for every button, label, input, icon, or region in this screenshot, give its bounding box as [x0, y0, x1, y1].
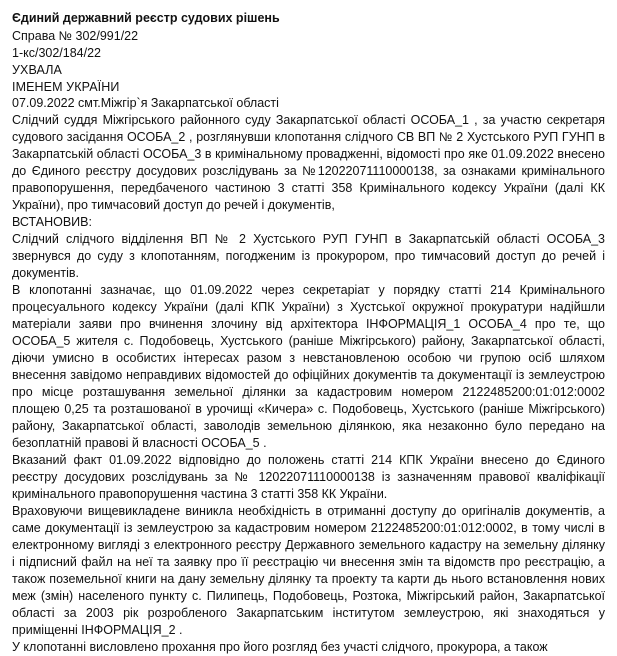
paragraph-registry-entry: Вказаний факт 01.09.2022 відповідно до положень статті 214 КПК України внесено до Єдиного реєстру досудових розслідувань за № 12022071110000138 із зазначенням правової кваліфікації кримінального правопорушення частина 3 статті 358 КК України.	[12, 453, 605, 502]
date-and-place: 07.09.2022 смт.Міжгір`я Закарпатської області	[12, 96, 279, 111]
paragraph-established-heading: ВСТАНОВИВ:	[12, 215, 92, 230]
paragraph-motion-details: В клопотанні зазначає, що 01.09.2022 через секретаріат у порядку статті 214 Кримінального процесуального кодексу України (далі КПК України) з Хустської окружної прокуратури надійшли матеріали заяви про вчинення злочину від архітектора ІНФОРМАЦІЯ_1 ОСОБА_4 про те, що ОСОБА_5 жителя с. Подобовець, Хустського (раніше Міжгірського) району, Закарпатської області, діючи умисно в особистих інтересах разом з невстановленою особою чи групою осіб шляхом внесення завідомо неправдивих відомостей до офіційних документів та документації із землеустрою про місце розташування земельної ділянки за кадастровим номером 2122485200:01:012:0002 площею 0,25 та розташованої в урочищі «Кичера» с. Подобовець, Хустського (раніше Міжгірського) району, Закарпатської області, заволодів земельною ділянкою, яка незаконно було передано на безоплатній правові й власності ОСОБА_5 .	[12, 283, 605, 451]
proceeding-number: 1-кс/302/184/22	[12, 45, 102, 60]
in-name-of-ukraine: ІМЕНЕМ УКРАЇНИ	[12, 79, 120, 94]
body-paragraphs	[12, 112, 605, 656]
case-number: Справа № 302/991/22	[12, 28, 139, 43]
act-type: УХВАЛА	[12, 62, 62, 77]
registry-title: Єдиний державний реєстр судових рішень	[12, 11, 280, 25]
paragraph-documents-needed: Враховуючи вищевикладене виникла необхідність в отриманні доступу до оригіналів документів, а саме документації із землеустрою за кадастровим номером 2122485200:01:012:0002, в тому числі в електронному вигляді з електронного реєстру Державного земельного кадастру на земельну ділянку і підписний файл на неї та заявку про її реєстрацію чи внесення змін та відомств про реєстрацію, а також поземельної книги на дану земельну ділянку та проекту та карти дь нього встановлення нових меж (змін) населеного пункту с. Пилипець, Подобовець, Розтока, Міжгірський район, Закарпатської області за 2003 рік розробленого Закарпатським інститутом землеустрою, які знаходяться у приміщенні ІНФОРМАЦІЯ_2 .	[12, 504, 605, 638]
paragraph-motion-filed: Слідчий слідчого відділення ВП № 2 Хустського РУП ГУНП в Закарпатській області ОСОБА_3 звернувся до суду з клопотанням, погодженим із прокурором, про тимчасовий доступ до речей і документів.	[12, 232, 605, 281]
paragraph-intro: Слідчий суддя Міжгірського районного суду Закарпатської області ОСОБА_1 , за участю секретаря судового засідання ОСОБА_2 , розглянувши клопотання слідчого СВ ВП № 2 Хустського РУП ГУНП в Закарпатській області ОСОБА_3 в кримінальному провадженні, відомості про яке 01.09.2022 внесено до Єдиного реєстру досудових розслідувань за №12022071110000138, за ознаками кримінального правопорушення, передбаченого частиною 3 статті 358 Кримінального кодексу України (далі КК України), про тимчасовий доступ до речей і документів,	[12, 113, 605, 213]
paragraph-request-review: У клопотанні висловлено прохання про його розгляд без участі слідчого, прокурора, а також	[12, 640, 548, 655]
